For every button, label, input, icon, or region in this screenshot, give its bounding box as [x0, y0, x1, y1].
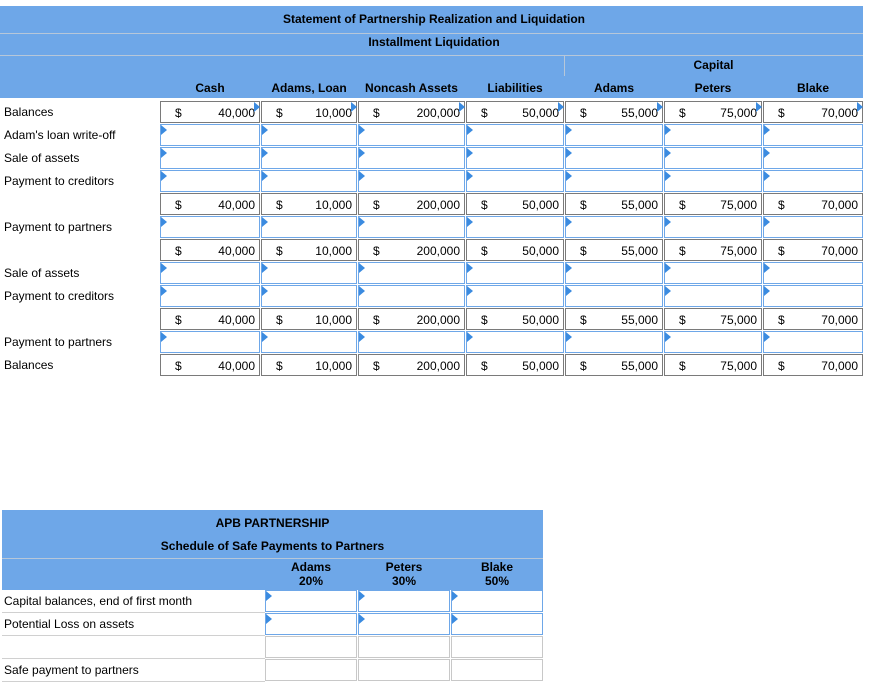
amount: 40,000	[218, 106, 255, 120]
value-liabilities	[466, 101, 564, 123]
amount: 200,000	[416, 244, 460, 258]
input-marker-icon	[161, 286, 167, 296]
input-marker-icon	[665, 171, 671, 181]
input-noncash-assets[interactable]	[358, 262, 465, 284]
column-header-capital-blake: Blake	[796, 81, 830, 95]
schedule-company: APB PARTNERSHIP	[215, 516, 330, 530]
value-liabilities	[466, 308, 564, 330]
input-capital-adams[interactable]	[565, 124, 663, 146]
input-marker-icon	[665, 217, 671, 227]
input-marker-icon	[262, 332, 268, 342]
amount: 50,000	[522, 313, 559, 327]
value-capital-adams	[565, 354, 663, 376]
input-capital-peters[interactable]	[664, 170, 762, 192]
column-header-noncash-assets: Noncash Assets	[365, 81, 458, 95]
input-marker-icon	[359, 332, 365, 342]
schedule-input-adams	[265, 636, 357, 658]
input-marker-icon	[566, 125, 572, 135]
currency-symbol: $	[175, 244, 182, 258]
amount: 70,000	[821, 106, 858, 120]
statement-subtitle: Installment Liquidation	[368, 35, 500, 49]
amount: 50,000	[522, 106, 559, 120]
amount: 50,000	[522, 198, 559, 212]
input-noncash-assets[interactable]	[358, 285, 465, 307]
input-capital-adams[interactable]	[565, 285, 663, 307]
input-liabilities[interactable]	[466, 170, 564, 192]
currency-symbol: $	[276, 106, 283, 120]
input-marker-icon	[665, 286, 671, 296]
currency-symbol: $	[373, 106, 380, 120]
amount: 40,000	[218, 313, 255, 327]
input-noncash-assets[interactable]	[358, 147, 465, 169]
currency-symbol: $	[481, 359, 488, 373]
currency-symbol: $	[373, 313, 380, 327]
value-capital-blake	[763, 308, 863, 330]
value-adams-loan	[261, 308, 357, 330]
input-marker-icon	[452, 614, 458, 624]
partner-percentage: 50%	[484, 574, 510, 588]
currency-symbol: $	[679, 106, 686, 120]
row-label: Payment to partners	[4, 335, 113, 349]
currency-symbol: $	[778, 359, 785, 373]
partner-percentage: 30%	[391, 574, 417, 588]
value-capital-peters	[664, 354, 762, 376]
input-capital-adams[interactable]	[565, 331, 663, 353]
currency-symbol: $	[580, 244, 587, 258]
row-label: Adam's loan write-off	[4, 128, 116, 142]
input-marker-icon	[359, 286, 365, 296]
currency-symbol: $	[580, 359, 587, 373]
value-liabilities	[466, 193, 564, 215]
value-capital-blake	[763, 193, 863, 215]
input-noncash-assets[interactable]	[358, 331, 465, 353]
input-adams-loan[interactable]	[261, 124, 357, 146]
input-marker-icon	[351, 102, 357, 112]
currency-symbol: $	[175, 198, 182, 212]
input-capital-peters[interactable]	[664, 285, 762, 307]
input-marker-icon	[657, 102, 663, 112]
currency-symbol: $	[580, 106, 587, 120]
input-marker-icon	[764, 217, 770, 227]
input-marker-icon	[566, 332, 572, 342]
input-marker-icon	[764, 125, 770, 135]
amount: 200,000	[416, 359, 460, 373]
value-capital-adams	[565, 308, 663, 330]
input-cash[interactable]	[160, 262, 260, 284]
input-marker-icon	[467, 332, 473, 342]
input-marker-icon	[467, 263, 473, 273]
input-marker-icon	[566, 263, 572, 273]
row-label: Sale of assets	[4, 151, 80, 165]
input-adams-loan[interactable]	[261, 170, 357, 192]
amount: 200,000	[416, 106, 460, 120]
input-marker-icon	[254, 102, 260, 112]
amount: 50,000	[522, 359, 559, 373]
currency-symbol: $	[175, 359, 182, 373]
input-noncash-assets[interactable]	[358, 124, 465, 146]
schedule-title: Schedule of Safe Payments to Partners	[160, 539, 385, 553]
partner-name: Blake	[480, 560, 514, 574]
amount: 70,000	[821, 198, 858, 212]
input-marker-icon	[756, 102, 762, 112]
schedule-row-divider	[2, 681, 265, 682]
input-cash[interactable]	[160, 170, 260, 192]
input-marker-icon	[467, 171, 473, 181]
value-noncash-assets	[358, 354, 465, 376]
input-marker-icon	[665, 263, 671, 273]
input-adams-loan[interactable]	[261, 331, 357, 353]
input-marker-icon	[161, 217, 167, 227]
value-cash	[160, 354, 260, 376]
amount: 75,000	[720, 244, 757, 258]
input-capital-adams[interactable]	[565, 216, 663, 238]
input-marker-icon	[359, 614, 365, 624]
input-marker-icon	[266, 591, 272, 601]
amount: 75,000	[720, 359, 757, 373]
value-capital-peters	[664, 101, 762, 123]
input-marker-icon	[262, 171, 268, 181]
amount: 55,000	[621, 244, 658, 258]
row-label	[4, 239, 154, 261]
input-marker-icon	[262, 286, 268, 296]
input-marker-icon	[665, 125, 671, 135]
currency-symbol: $	[373, 244, 380, 258]
input-marker-icon	[359, 591, 365, 601]
input-noncash-assets[interactable]	[358, 216, 465, 238]
input-cash[interactable]	[160, 216, 260, 238]
schedule-input-peters[interactable]	[358, 613, 450, 635]
input-marker-icon	[359, 171, 365, 181]
currency-symbol: $	[481, 106, 488, 120]
currency-symbol: $	[778, 198, 785, 212]
input-capital-blake[interactable]	[763, 331, 863, 353]
value-liabilities	[466, 239, 564, 261]
input-capital-peters[interactable]	[664, 262, 762, 284]
input-marker-icon	[764, 263, 770, 273]
input-marker-icon	[262, 148, 268, 158]
input-marker-icon	[161, 125, 167, 135]
amount: 40,000	[218, 244, 255, 258]
currency-symbol: $	[580, 198, 587, 212]
schedule-input-peters	[358, 659, 450, 681]
input-cash[interactable]	[160, 124, 260, 146]
schedule-input-peters[interactable]	[358, 590, 450, 612]
value-capital-blake	[763, 354, 863, 376]
value-cash	[160, 308, 260, 330]
statement-title: Statement of Partnership Realization and Liquidation	[282, 12, 586, 26]
row-label: Balances	[4, 358, 54, 372]
input-cash[interactable]	[160, 331, 260, 353]
amount: 55,000	[621, 106, 658, 120]
value-cash	[160, 101, 260, 123]
column-header-cash: Cash	[195, 81, 225, 95]
currency-symbol: $	[276, 244, 283, 258]
input-adams-loan[interactable]	[261, 262, 357, 284]
input-marker-icon	[558, 102, 564, 112]
value-adams-loan	[261, 354, 357, 376]
input-marker-icon	[459, 102, 465, 112]
schedule-partner-blake	[451, 560, 543, 588]
currency-symbol: $	[778, 244, 785, 258]
input-marker-icon	[566, 286, 572, 296]
input-capital-blake[interactable]	[763, 216, 863, 238]
input-liabilities[interactable]	[466, 285, 564, 307]
amount: 40,000	[218, 198, 255, 212]
input-marker-icon	[467, 217, 473, 227]
amount: 75,000	[720, 313, 757, 327]
input-liabilities[interactable]	[466, 124, 564, 146]
input-liabilities[interactable]	[466, 262, 564, 284]
schedule-partner-peters	[358, 560, 450, 588]
input-marker-icon	[665, 148, 671, 158]
input-capital-adams[interactable]	[565, 147, 663, 169]
input-adams-loan[interactable]	[261, 147, 357, 169]
value-adams-loan	[261, 193, 357, 215]
value-capital-adams	[565, 239, 663, 261]
value-capital-adams	[565, 101, 663, 123]
schedule-input-adams[interactable]	[265, 613, 357, 635]
value-noncash-assets	[358, 101, 465, 123]
input-marker-icon	[764, 148, 770, 158]
input-capital-peters[interactable]	[664, 147, 762, 169]
currency-symbol: $	[778, 106, 785, 120]
input-marker-icon	[764, 332, 770, 342]
amount: 70,000	[821, 244, 858, 258]
currency-symbol: $	[679, 313, 686, 327]
input-marker-icon	[359, 263, 365, 273]
schedule-row-label: Potential Loss on assets	[4, 617, 135, 631]
input-marker-icon	[566, 171, 572, 181]
amount: 50,000	[522, 244, 559, 258]
input-cash[interactable]	[160, 285, 260, 307]
currency-symbol: $	[679, 198, 686, 212]
value-adams-loan	[261, 101, 357, 123]
value-noncash-assets	[358, 193, 465, 215]
value-cash	[160, 193, 260, 215]
input-noncash-assets[interactable]	[358, 170, 465, 192]
amount: 10,000	[315, 198, 352, 212]
row-label: Sale of assets	[4, 266, 80, 280]
schedule-input-blake	[451, 636, 543, 658]
input-capital-adams[interactable]	[565, 262, 663, 284]
currency-symbol: $	[276, 359, 283, 373]
amount: 75,000	[720, 198, 757, 212]
currency-symbol: $	[481, 198, 488, 212]
value-cash	[160, 239, 260, 261]
input-capital-blake[interactable]	[763, 262, 863, 284]
amount: 10,000	[315, 313, 352, 327]
input-marker-icon	[566, 217, 572, 227]
input-marker-icon	[467, 125, 473, 135]
value-liabilities	[466, 354, 564, 376]
input-marker-icon	[161, 332, 167, 342]
row-label: Payment to creditors	[4, 174, 115, 188]
value-capital-adams	[565, 193, 663, 215]
input-marker-icon	[161, 148, 167, 158]
schedule-input-blake[interactable]	[451, 613, 543, 635]
input-marker-icon	[262, 125, 268, 135]
partner-percentage: 20%	[298, 574, 324, 588]
currency-symbol: $	[175, 313, 182, 327]
input-capital-peters[interactable]	[664, 216, 762, 238]
amount: 10,000	[315, 244, 352, 258]
currency-symbol: $	[679, 244, 686, 258]
input-marker-icon	[359, 217, 365, 227]
schedule-input-blake[interactable]	[451, 590, 543, 612]
input-marker-icon	[764, 286, 770, 296]
amount: 55,000	[621, 313, 658, 327]
amount: 200,000	[416, 313, 460, 327]
currency-symbol: $	[580, 313, 587, 327]
value-adams-loan	[261, 239, 357, 261]
currency-symbol: $	[373, 198, 380, 212]
capital-header: Capital	[693, 58, 734, 72]
input-capital-blake[interactable]	[763, 170, 863, 192]
amount: 200,000	[416, 198, 460, 212]
input-capital-peters[interactable]	[664, 124, 762, 146]
input-marker-icon	[266, 614, 272, 624]
input-liabilities[interactable]	[466, 216, 564, 238]
schedule-row-label: Capital balances, end of first month	[4, 594, 193, 608]
input-marker-icon	[359, 125, 365, 135]
amount: 10,000	[315, 106, 352, 120]
value-capital-peters	[664, 193, 762, 215]
column-header-capital-adams: Adams	[593, 81, 634, 95]
amount: 70,000	[821, 313, 858, 327]
input-marker-icon	[665, 332, 671, 342]
input-adams-loan[interactable]	[261, 216, 357, 238]
partner-name: Peters	[385, 560, 423, 574]
amount: 70,000	[821, 359, 858, 373]
schedule-input-peters	[358, 636, 450, 658]
input-marker-icon	[161, 171, 167, 181]
currency-symbol: $	[679, 359, 686, 373]
input-marker-icon	[467, 286, 473, 296]
currency-symbol: $	[481, 313, 488, 327]
schedule-row-label: Safe payment to partners	[4, 663, 139, 677]
input-marker-icon	[857, 102, 863, 112]
schedule-partner-adams	[265, 560, 357, 588]
input-marker-icon	[262, 263, 268, 273]
amount: 75,000	[720, 106, 757, 120]
currency-symbol: $	[778, 313, 785, 327]
row-label: Payment to partners	[4, 220, 113, 234]
input-marker-icon	[262, 217, 268, 227]
column-header-capital-peters: Peters	[694, 81, 732, 95]
row-label	[4, 193, 154, 215]
row-label: Payment to creditors	[4, 289, 115, 303]
amount: 55,000	[621, 359, 658, 373]
value-noncash-assets	[358, 239, 465, 261]
value-capital-peters	[664, 239, 762, 261]
schedule-input-adams[interactable]	[265, 590, 357, 612]
input-capital-blake[interactable]	[763, 285, 863, 307]
currency-symbol: $	[276, 198, 283, 212]
row-label	[4, 308, 154, 330]
input-adams-loan[interactable]	[261, 285, 357, 307]
input-marker-icon	[452, 591, 458, 601]
amount: 40,000	[218, 359, 255, 373]
value-noncash-assets	[358, 308, 465, 330]
column-header-liabilities: Liabilities	[487, 81, 543, 95]
schedule-input-adams	[265, 659, 357, 681]
schedule-row-label	[4, 636, 264, 658]
input-marker-icon	[566, 148, 572, 158]
input-capital-blake[interactable]	[763, 124, 863, 146]
input-capital-peters[interactable]	[664, 331, 762, 353]
input-cash[interactable]	[160, 147, 260, 169]
input-marker-icon	[161, 263, 167, 273]
amount: 10,000	[315, 359, 352, 373]
input-liabilities[interactable]	[466, 331, 564, 353]
input-capital-adams[interactable]	[565, 170, 663, 192]
currency-symbol: $	[175, 106, 182, 120]
input-capital-blake[interactable]	[763, 147, 863, 169]
row-label: Balances	[4, 105, 54, 119]
column-header-adams-loan: Adams, Loan	[271, 81, 347, 95]
input-liabilities[interactable]	[466, 147, 564, 169]
value-capital-blake	[763, 101, 863, 123]
currency-symbol: $	[373, 359, 380, 373]
currency-symbol: $	[481, 244, 488, 258]
value-capital-peters	[664, 308, 762, 330]
schedule-input-blake	[451, 659, 543, 681]
partner-name: Adams	[290, 560, 331, 574]
amount: 55,000	[621, 198, 658, 212]
currency-symbol: $	[276, 313, 283, 327]
input-marker-icon	[764, 171, 770, 181]
value-capital-blake	[763, 239, 863, 261]
input-marker-icon	[359, 148, 365, 158]
input-marker-icon	[467, 148, 473, 158]
